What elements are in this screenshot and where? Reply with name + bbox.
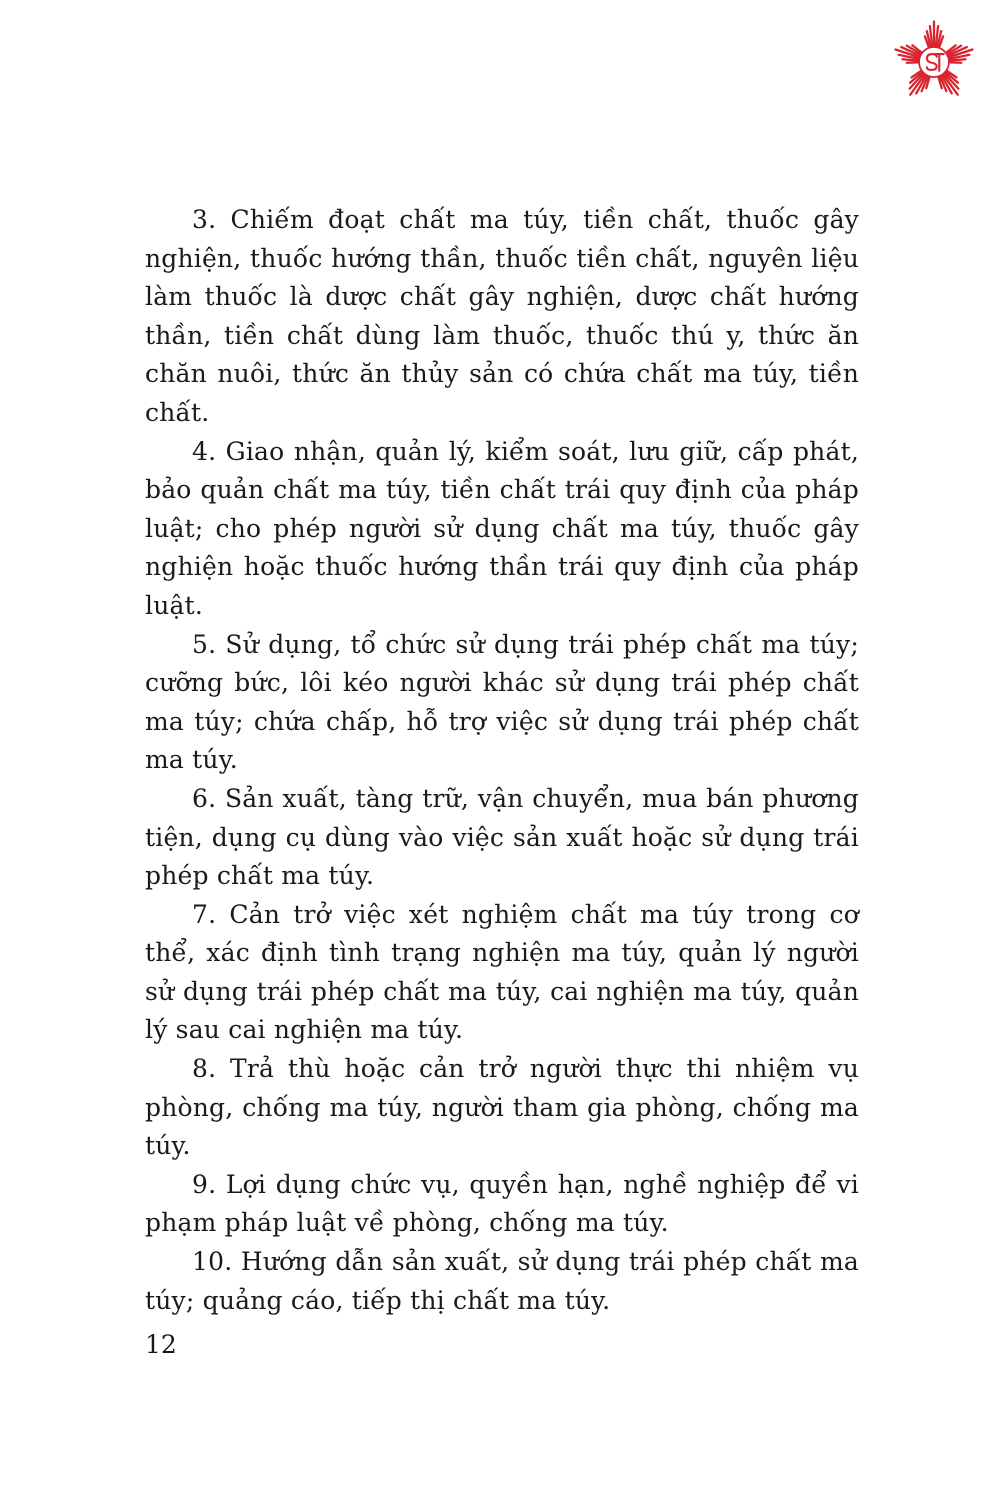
article-body <box>145 201 859 1320</box>
publisher-logo-icon <box>890 18 978 106</box>
list-item-5: 5. Sử dụng, tổ chức sử dụng trái phép chất ma túy; cưỡng bức, lôi kéo người khác sử dụng trái phép chất ma túy; chứa chấp, hỗ trợ việc sử dụng trái phép chất ma túy. <box>145 629 859 775</box>
list-item-9: 9. Lợi dụng chức vụ, quyền hạn, nghề nghiệp để vi phạm pháp luật về phòng, chống ma túy. <box>145 1169 859 1238</box>
list-item-6: 6. Sản xuất, tàng trữ, vận chuyển, mua bán phương tiện, dụng cụ dùng vào việc sản xuất hoặc sử dụng trái phép chất ma túy. <box>145 783 859 891</box>
list-item-7: 7. Cản trở việc xét nghiệm chất ma túy trong cơ thể, xác định tình trạng nghiện ma túy, quản lý người sử dụng trái phép chất ma túy, cai nghiện ma túy, quản lý sau cai nghiện ma túy. <box>145 899 859 1045</box>
list-item-8: 8. Trả thù hoặc cản trở người thực thi nhiệm vụ phòng, chống ma túy, người tham gia phòng, chống ma túy. <box>145 1054 859 1161</box>
list-item-10: 10. Hướng dẫn sản xuất, sử dụng trái phép chất ma túy; quảng cáo, tiếp thị chất ma túy. <box>145 1247 859 1315</box>
logo-ray <box>950 59 966 60</box>
list-item-4: 4. Giao nhận, quản lý, kiểm soát, lưu giữ, cấp phát, bảo quản chất ma túy, tiền chất trái quy định của pháp luật; cho phép người sử dụng chất ma túy, thuốc gây nghiện hoặc thuốc hướng thần trái quy định của pháp luật. <box>145 436 859 620</box>
page-number: 12 <box>145 1330 177 1359</box>
list-item-3: 3. Chiếm đoạt chất ma túy, tiền chất, thuốc gây nghiện, thuốc hướng thần, thuốc tiền chất, nguyên liệu làm thuốc là dược chất gây nghiện, dược chất hướng thần, tiền chất dùng làm thuốc, thuốc thú y, thức ăn chăn nuôi, thức ăn thủy sản có chứa chất ma túy, tiền chất. <box>145 205 859 427</box>
